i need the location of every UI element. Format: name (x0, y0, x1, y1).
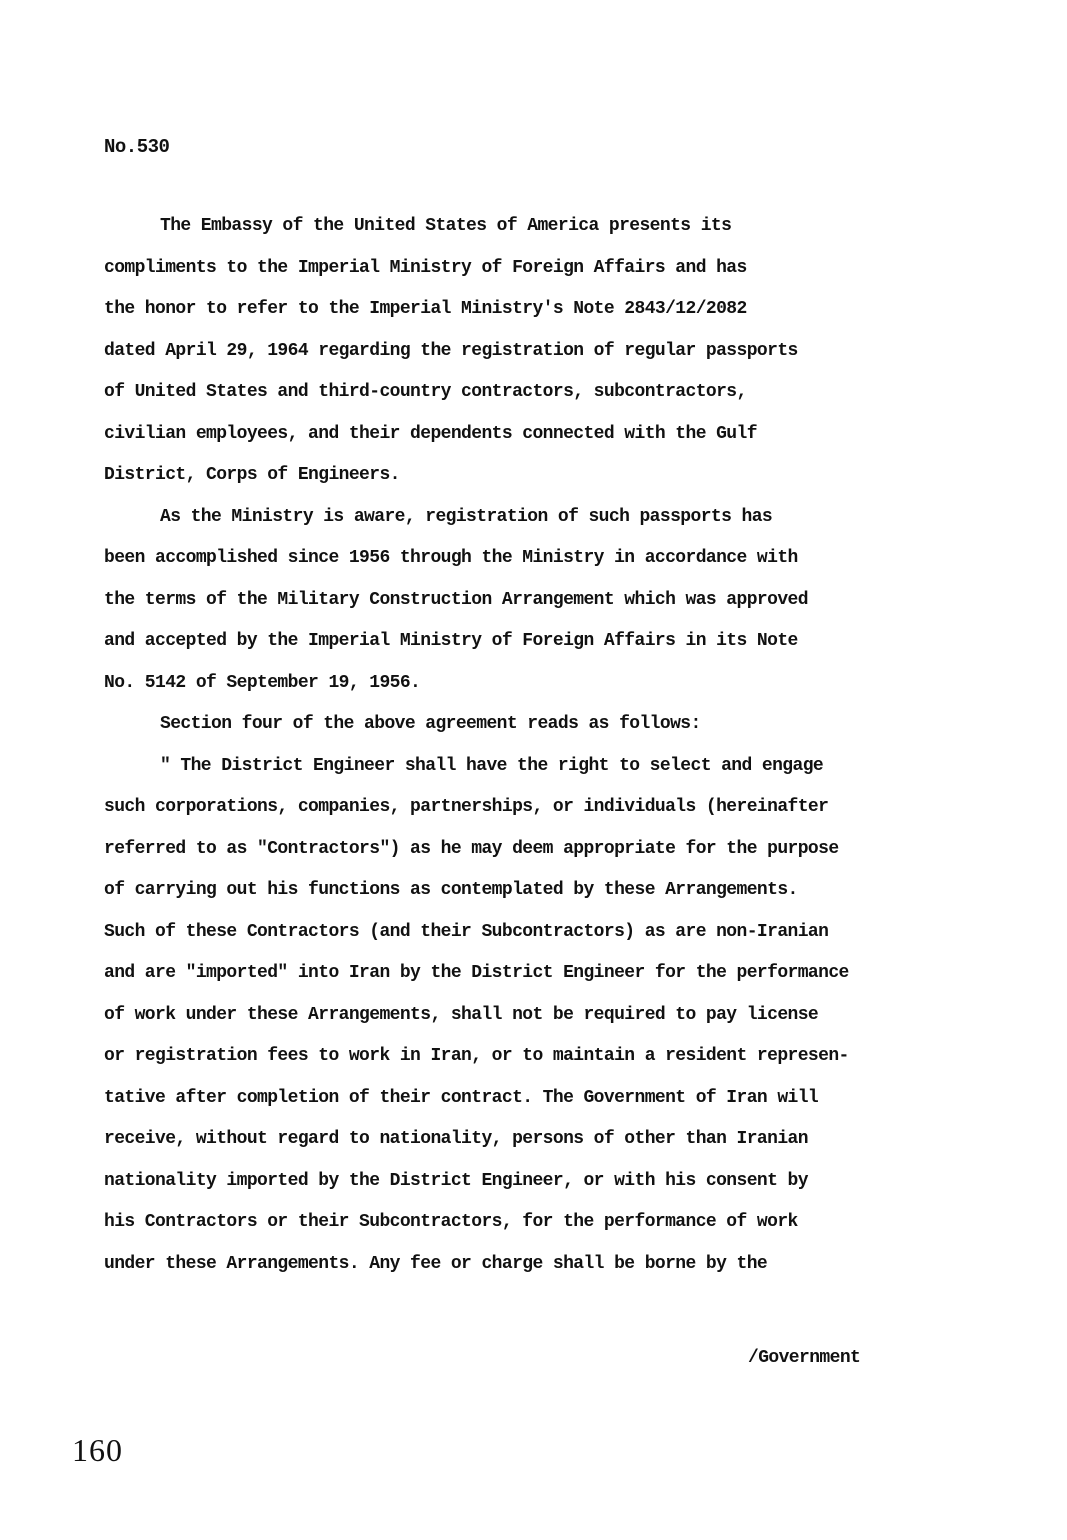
text-line: compliments to the Imperial Ministry of Foreign Affairs and has (104, 257, 747, 278)
note-number: No.530 (104, 136, 170, 158)
text-line: such corporations, companies, partnerships, or individuals (hereinafter (104, 797, 829, 817)
page-number: 160 (72, 1432, 123, 1468)
text-line: or registration fees to work in Iran, or to maintain a resident represen- (104, 1046, 849, 1066)
letter-body (104, 206, 894, 1285)
text-line: and accepted by the Imperial Ministry of Foreign Affairs in its Note (104, 631, 798, 651)
text-line: receive, without regard to nationality, persons of other than Iranian (104, 1129, 808, 1149)
text-line: of United States and third-country contractors, subcontractors, (104, 382, 747, 402)
text-line: and are "imported" into Iran by the District Engineer for the performance (104, 963, 849, 983)
text-line: under these Arrangements. Any fee or charge shall be borne by the (104, 1253, 768, 1274)
text-line: the honor to refer to the Imperial Ministry's Note 2843/12/2082 (104, 299, 747, 319)
text-line: been accomplished since 1956 through the Ministry in accordance with (104, 548, 798, 568)
text-line: " The District Engineer shall have the right to select and engage (160, 755, 824, 776)
text-line: his Contractors or their Subcontractors, for the performance of work (104, 1212, 798, 1232)
text-line: District, Corps of Engineers. (104, 465, 400, 485)
text-line: of carrying out his functions as contemplated by these Arrangements. (104, 880, 798, 900)
text-line: dated April 29, 1964 regarding the registration of regular passports (104, 340, 798, 361)
text-line: Section four of the above agreement reads as follows: (160, 714, 701, 734)
text-line: The Embassy of the United States of America presents its (160, 216, 732, 236)
text-line: Such of these Contractors (and their Subcontractors) as are non-Iranian (104, 921, 829, 942)
text-line: civilian employees, and their dependents connected with the Gulf (104, 423, 757, 444)
catchword: /Government (748, 1348, 861, 1368)
text-line: referred to as "Contractors") as he may deem appropriate for the purpose (104, 838, 839, 859)
text-line: As the Ministry is aware, registration of such passports has (160, 506, 773, 527)
text-line: tative after completion of their contract. The Government of Iran will (104, 1087, 819, 1108)
text-line: No. 5142 of September 19, 1956. (104, 672, 421, 693)
text-line: of work under these Arrangements, shall not be required to pay license (104, 1004, 819, 1025)
text-line: the terms of the Military Construction Arrangement which was approved (104, 589, 808, 610)
text-line: nationality imported by the District Engineer, or with his consent by (104, 1170, 808, 1191)
